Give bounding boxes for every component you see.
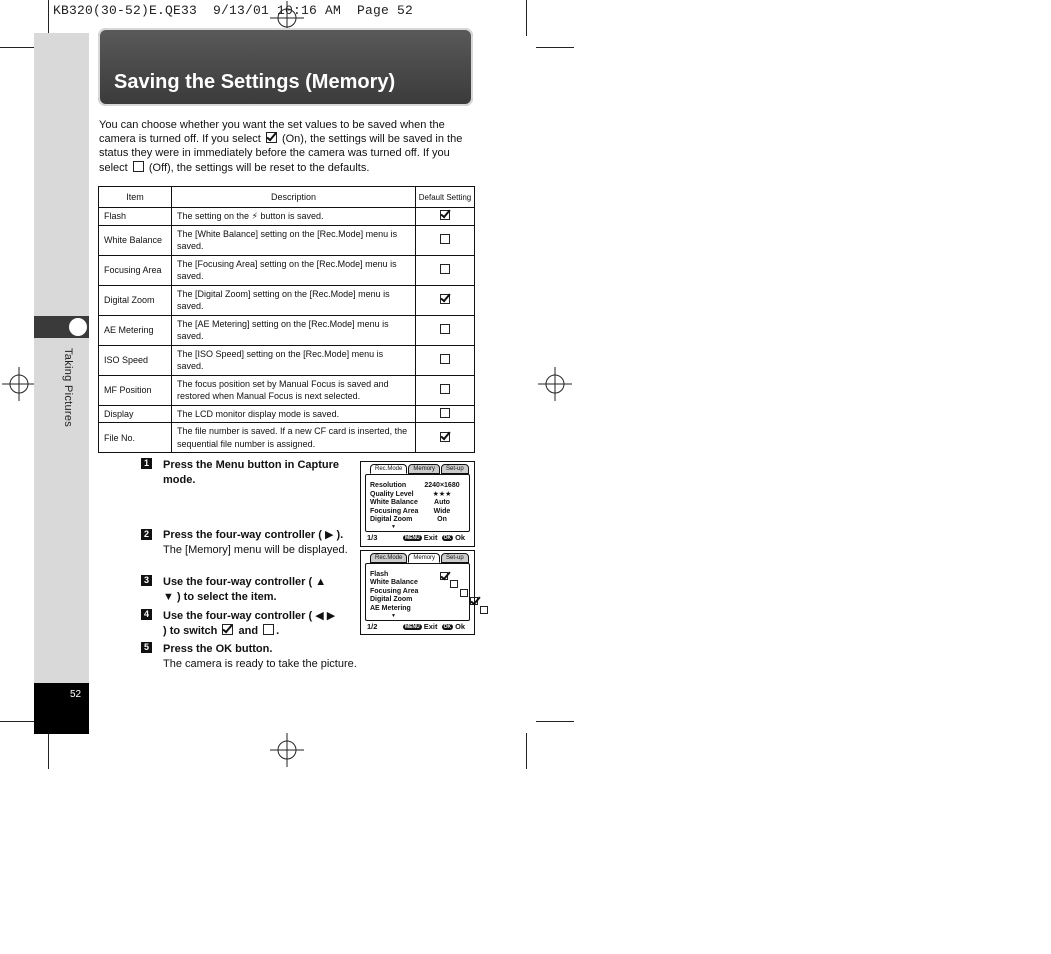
intro-text-2: (On), the settings will be saved in the status they were in immediately before the camera was turned off. If you select [99,133,463,174]
row-default [416,423,475,453]
step-number: 5 [141,642,152,653]
lcd-footer-controls: MENU Exit OK Ok [405,533,466,542]
lcd-row-label: AE Metering [370,605,411,612]
chapter-label: Taking Pictures [62,348,74,428]
row-description: The focus position set by Manual Focus is saved and restored when Manual Focus is next selected. [172,375,416,405]
lcd-row-label: Flash [370,571,389,578]
lcd-screen-rec-mode [360,461,475,547]
registration-mark-icon [2,367,36,401]
row-default [416,315,475,345]
registration-mark-icon [270,733,304,767]
header-default-setting: Default Setting [416,187,475,208]
empty-box-icon [133,161,144,172]
scroll-down-icon: ▼ [391,524,396,530]
row-default [416,375,475,405]
header-description: Description [172,187,416,208]
lcd-row-value: 2240×1680 [424,482,460,489]
empty-box-icon [440,384,450,394]
step-5-text: Press the OK button. The camera is ready to take the picture. [163,643,357,670]
step-3-text: Use the four-way controller ( ▲ ▼ ) to select the item. [163,576,327,603]
row-item: Display [99,405,172,423]
registration-mark-icon [538,367,572,401]
row-default [416,405,475,423]
empty-box-icon [440,408,450,418]
row-item: Focusing Area [99,255,172,285]
row-default [416,255,475,285]
intro-text-1: You can choose whether you want the set values to be saved when the camera is turned off. If you select [99,119,445,146]
lcd-row-label: Focusing Area [370,508,419,515]
lcd-row-label: Digital Zoom [370,516,413,523]
tab-set-up: Set-up [441,553,469,563]
row-default [416,345,475,375]
step-1-text: Press the Menu button in Capture mode. [163,459,340,486]
print-header: KB320(30-52)E.QE33 9/13/01 10:16 AM Page 52 [53,3,414,18]
row-description: The [ISO Speed] setting on the [Rec.Mode] menu is saved. [172,345,416,375]
row-item: MF Position [99,375,172,405]
step-number: 4 [141,609,152,620]
empty-box-icon [440,324,450,334]
lcd-row-label: Resolution [370,482,407,489]
lcd-row-label: Focusing Area [370,588,419,595]
table-row [99,255,475,285]
table-row [99,208,475,226]
row-default [416,225,475,255]
step-4-text: Use the four-way controller ( ◀ ▶ ) to switch and . [163,610,336,637]
row-item: Digital Zoom [99,285,172,315]
table-header-row [99,187,475,208]
lcd-row-value: Auto [434,499,450,506]
lcd-row-label: White Balance [370,499,418,506]
step-number: 3 [141,575,152,586]
table-row [99,225,475,255]
lcd-tabs [370,553,469,563]
chapter-tab-circle [67,316,89,338]
scroll-down-icon: ▼ [391,613,396,619]
table-row [99,315,475,345]
menu-button-icon: MENU [405,535,420,541]
lcd-page-indicator: 1/2 [367,622,378,631]
row-item: File No. [99,423,172,453]
row-description: The file number is saved. If a new CF card is inserted, the sequential file number is assigned. [172,423,416,453]
lcd-row-value: On [437,516,447,523]
checked-box-icon [440,432,450,442]
lcd-screen-memory [360,550,475,635]
empty-box-icon [440,264,450,274]
empty-box-icon [450,580,458,588]
header-item: Item [99,187,172,208]
title-banner [98,28,473,106]
row-default [416,208,475,226]
empty-box-icon [440,234,450,244]
row-default [416,285,475,315]
empty-box-icon [263,624,274,635]
row-item: ISO Speed [99,345,172,375]
table-row [99,285,475,315]
ok-button-icon: OK [443,535,452,541]
tab-rec-mode: Rec.Mode [370,464,407,474]
row-item: AE Metering [99,315,172,345]
page-number: 52 [70,689,82,700]
empty-box-icon [440,354,450,364]
empty-box-icon [460,589,468,597]
step-2-text: Press the four-way controller ( ▶ ). The [Memory] menu will be displayed. [163,529,348,556]
row-description: The [Digital Zoom] setting on the [Rec.Mode] menu is saved. [172,285,416,315]
lcd-row-label: White Balance [370,579,418,586]
lcd-tabs [370,464,469,474]
table-row [99,405,475,423]
lcd-footer-controls: MENU Exit OK Ok [405,622,466,631]
flash-icon: ⚡ [251,211,258,221]
intro-text-3: (Off), the settings will be reset to the defaults. [148,161,370,174]
step-number: 1 [141,458,152,469]
row-description: The LCD monitor display mode is saved. [172,405,416,423]
lcd-page-indicator: 1/3 [367,533,378,542]
tab-set-up: Set-up [441,464,469,474]
checked-box-icon [440,572,448,580]
row-item: Flash [99,208,172,226]
menu-button-icon: MENU [405,624,420,630]
row-description: The [AE Metering] setting on the [Rec.Mode] menu is saved. [172,315,416,345]
empty-box-icon [480,606,488,614]
lcd-row-value: Wide [433,508,451,515]
ok-button-icon: OK [443,624,452,630]
table-row [99,423,475,453]
row-description: The [Focusing Area] setting on the [Rec.Mode] menu is saved. [172,255,416,285]
tab-rec-mode: Rec.Mode [370,553,407,563]
table-row [99,375,475,405]
row-description: The [White Balance] setting on the [Rec.Mode] menu is saved. [172,225,416,255]
checked-box-icon [470,597,478,605]
memory-settings-table [98,186,475,453]
row-item: White Balance [99,225,172,255]
lcd-row-label: Quality Level [370,491,414,498]
table-row [99,345,475,375]
checked-box-icon [222,624,233,635]
row-description: The setting on the ⚡ button is saved. [172,208,416,226]
lcd-row-label: Digital Zoom [370,596,413,603]
page-title: Saving the Settings (Memory) [114,71,396,93]
tab-memory: Memory [408,553,440,563]
checked-box-icon [440,210,450,220]
intro-paragraph [99,118,474,175]
checked-box-icon [266,132,277,143]
checked-box-icon [440,294,450,304]
step-number: 2 [141,529,152,540]
tab-memory: Memory [408,464,440,474]
lcd-row-value: ★★★ [432,491,452,498]
